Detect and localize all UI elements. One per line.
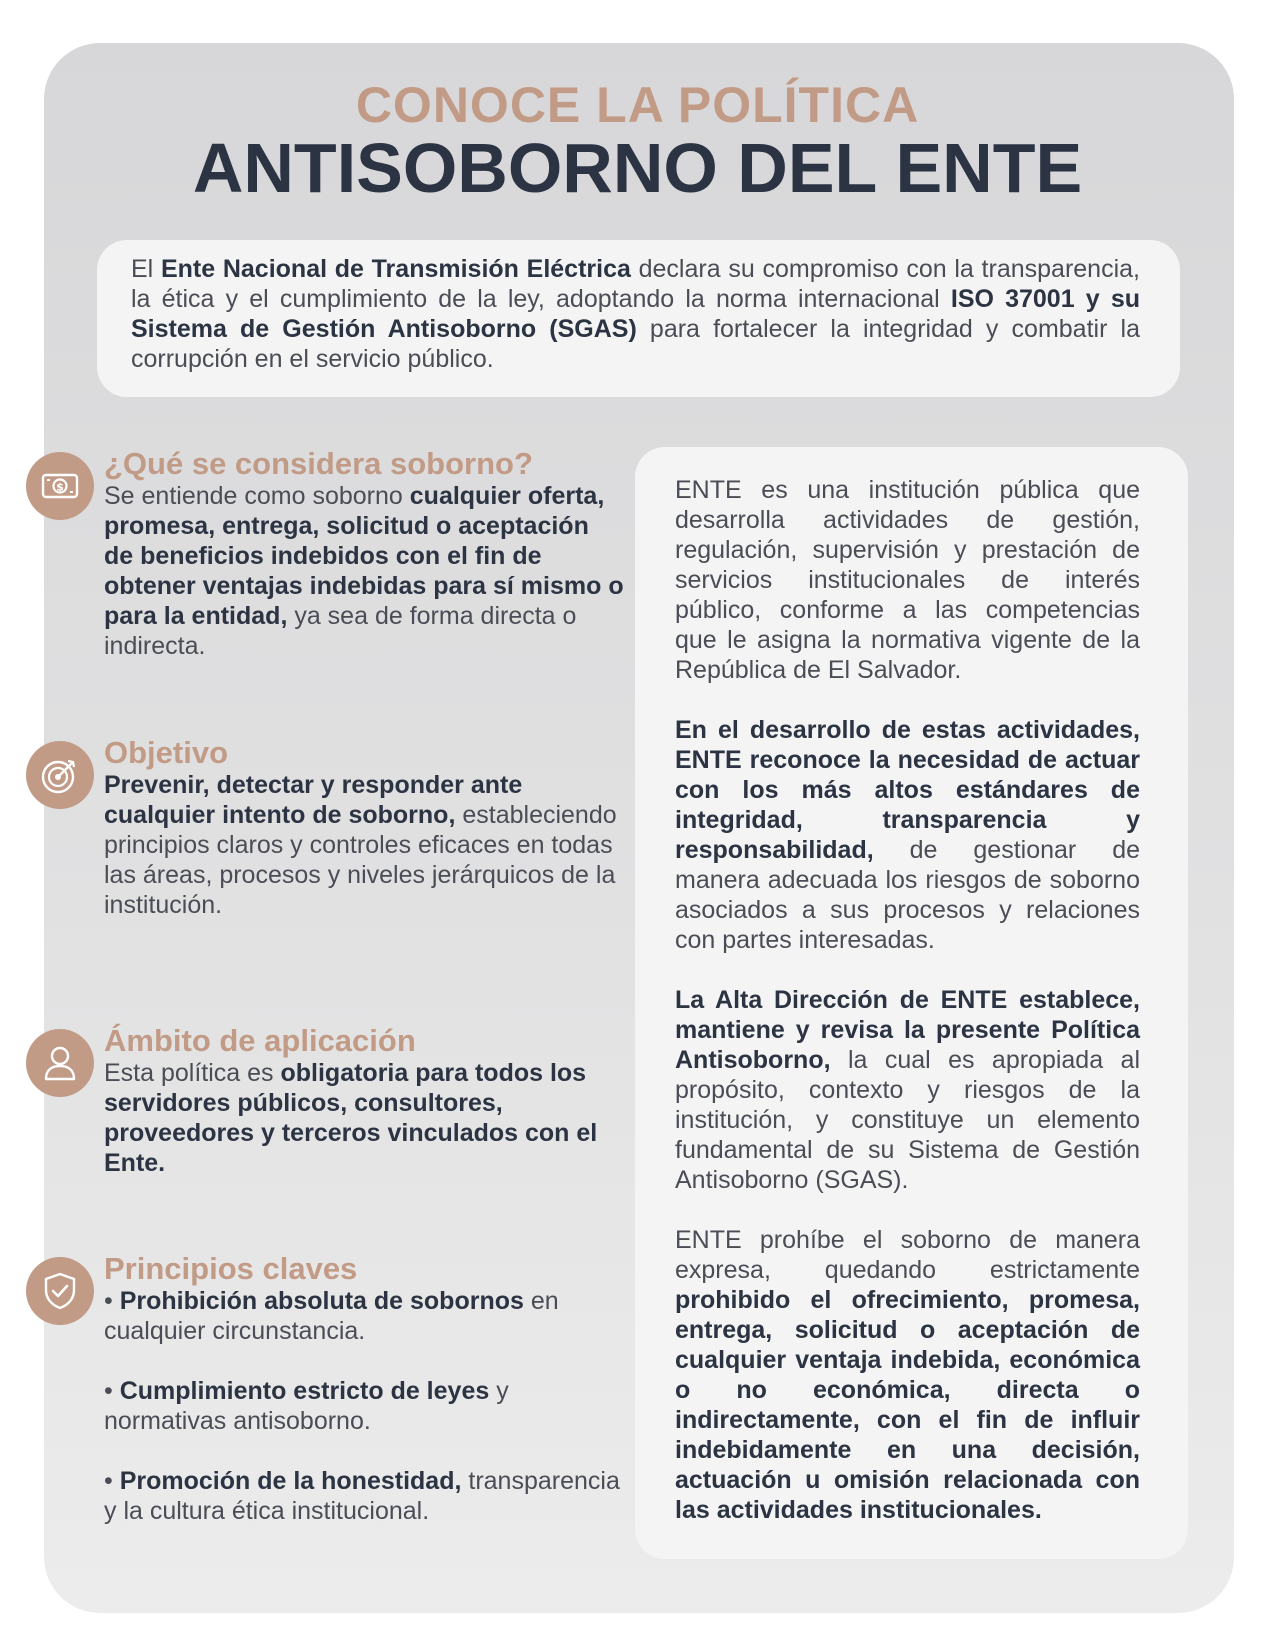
section-body-soborno	[104, 481, 624, 661]
soborno-text-1: Se entiende como soborno	[104, 482, 410, 510]
title-line-1: CONOCE LA POLÍTICA	[355, 77, 920, 133]
right-info-box	[635, 447, 1188, 1559]
target-icon	[26, 741, 94, 809]
right-paragraph-3: La Alta Dirección de ENTE establece, mantiene y revisa la presente Política Antisoborno, la cual es apropiada al propósito, contexto y riesgos de la institución, y constituye un elemento fundamental de su Sistema de Gestión Antisoborno (SGAS).	[675, 986, 1140, 1194]
intro-box	[97, 240, 1180, 397]
svg-text:$: $	[56, 480, 64, 494]
intro-standard-name: ISO 37001 y su Sistema de Gestión Antisoborno (SGAS)	[131, 285, 1140, 343]
shield-check-icon	[26, 1257, 94, 1325]
section-title-ambito: Ámbito de aplicación	[104, 1023, 416, 1058]
title-line-2: ANTISOBORNO DEL ENTE	[192, 129, 1083, 207]
intro-entity-name: Ente Nacional de Transmisión Eléctrica	[160, 255, 631, 283]
principle-item: • Cumplimiento estricto de leyes y normativas antisoborno.	[104, 1377, 509, 1435]
intro-text-1: El	[131, 255, 161, 283]
principle-item: • Promoción de la honestidad, transparencia y la cultura ética institucional.	[104, 1467, 620, 1525]
section-title-objetivo: Objetivo	[104, 735, 229, 770]
user-icon	[26, 1029, 94, 1097]
section-body-ambito	[104, 1058, 624, 1178]
section-title-soborno: ¿Qué se considera soborno?	[104, 446, 533, 481]
objetivo-bold: Prevenir, detectar y responder ante cualquier intento de soborno,	[104, 771, 523, 829]
ambito-text: Esta política es	[104, 1059, 281, 1087]
soborno-text-2: ya sea de forma directa o indirecta.	[104, 602, 577, 660]
right-paragraph-4: ENTE prohíbe el soborno de manera expresa, quedando estrictamente prohibido el ofrecimiento, promesa, entrega, solicitud o aceptación de cualquier ventaja indebida, económica o no económica, directa o indirectamente, con el fin de influir indebidamente en una decisión, actuación u omisión relacionada con las actividades institucionales.	[675, 1226, 1140, 1524]
section-body-principios	[104, 1286, 624, 1556]
soborno-bold: cualquier oferta, promesa, entrega, solicitud o aceptación de beneficios indebidos con el fin de obtener ventajas indebidas para sí mismo o para la entidad,	[104, 482, 624, 630]
objetivo-text: estableciendo principios claros y controles eficaces en todas las áreas, procesos y niveles jerárquicos de la institución.	[104, 801, 617, 919]
section-title-principios: Principios claves	[104, 1251, 358, 1286]
right-paragraph-1: ENTE es una institución pública que desarrolla actividades de gestión, regulación, supervisión y prestación de servicios institucionales de interés público, conforme a las competencias que le asigna la normativa vigente de la República de El Salvador.	[675, 476, 1140, 684]
right-paragraph-2: En el desarrollo de estas actividades, ENTE reconoce la necesidad de actuar con los más altos estándares de integridad, transparencia y responsabilidad, de gestionar de manera adecuada los riesgos de soborno asociados a sus procesos y relaciones con partes interesadas.	[675, 716, 1140, 954]
intro-text-2: declara su compromiso con la transparencia, la ética y el cumplimiento de la ley, adoptando la norma internacional	[131, 255, 1140, 313]
principle-item: • Prohibición absoluta de sobornos en cualquier circunstancia.	[104, 1287, 559, 1345]
intro-text-3: para fortalecer la integridad y combatir la corrupción en el servicio público.	[131, 315, 1140, 373]
section-body-objetivo	[104, 770, 624, 920]
money-icon	[26, 452, 94, 520]
ambito-bold: obligatoria para todos los servidores públicos, consultores, proveedores y terceros vinculados con el Ente.	[104, 1059, 598, 1177]
